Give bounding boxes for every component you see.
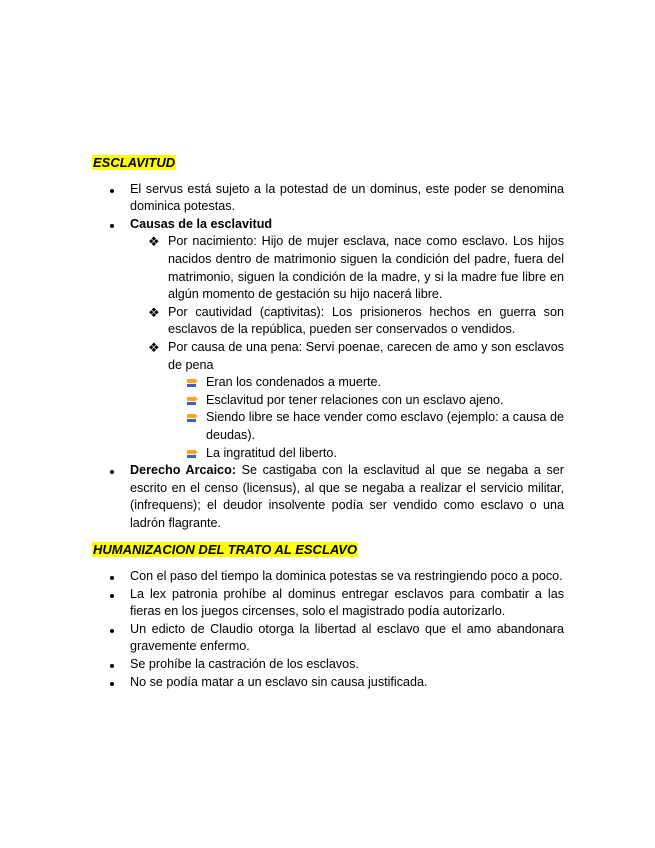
penalty-item (92, 374, 564, 392)
bullet-icon (110, 674, 114, 692)
diamond-bullet-icon: ❖ (148, 234, 160, 250)
list-item (92, 462, 564, 532)
bullet-icon (110, 656, 114, 674)
penalty-item (92, 409, 564, 444)
bullet-icon (110, 216, 114, 234)
cause-item-text: Por nacimiento: Hijo de mujer esclava, nace como esclavo. Los hijos nacidos dentro de matrimonio siguen la condición del padre, fuera del matrimonio, siguen la condición de la madre, y si la madre fue libre en algún momento de gestación su hijo nacerá libre. (168, 234, 564, 302)
cause-item (92, 233, 564, 303)
list-item-bold-label: Causas de la esclavitud (130, 216, 273, 231)
list-item-text: Un edicto de Claudio otorga la libertad al esclavo que el amo abandonara gravemente enfermo. (130, 621, 564, 654)
arrow-bullet-icon (187, 413, 198, 422)
list-item (92, 181, 564, 216)
list-item (92, 656, 564, 674)
list-item-text: Con el paso del tiempo la dominica potestas se va restringiendo poco a poco. (130, 569, 563, 584)
penalty-item-text: Eran los condenados a muerte. (206, 375, 382, 390)
arrow-bullet-icon (187, 396, 198, 405)
list-item-text: Se prohíbe la castración de los esclavos. (130, 657, 359, 672)
list-item (92, 674, 564, 692)
bullet-icon (110, 586, 114, 604)
list-item-bold-label: Derecho Arcaico: (130, 463, 236, 478)
diamond-bullet-icon: ❖ (148, 304, 160, 320)
document-content (92, 154, 564, 691)
bullet-icon (110, 621, 114, 639)
penalty-item-text: Esclavitud por tener relaciones con un esclavo ajeno. (206, 392, 504, 407)
list-item-text: La lex patronia prohíbe al dominus entregar esclavos para combatir a las fieras en los juegos circenses, solo el magistrado podía autorizarlo. (130, 586, 564, 619)
list-item (92, 621, 564, 656)
penalty-item (92, 392, 564, 410)
list-item-text: El servus está sujeto a la potestad de un dominus, este poder se denomina dominica potestas. (130, 181, 564, 214)
list-item-text: No se podía matar a un esclavo sin causa justificada. (130, 674, 428, 689)
list-item (92, 568, 564, 586)
arrow-bullet-icon (187, 378, 198, 387)
bullet-icon (110, 568, 114, 586)
cause-item (92, 339, 564, 374)
diamond-bullet-icon: ❖ (148, 339, 160, 355)
bullet-icon (110, 462, 114, 480)
section-heading-humanizacion: HUMANIZACION DEL TRATO AL ESCLAVO (93, 542, 358, 558)
list-item-text: Se castigaba con la esclavitud al que se negaba a ser escrito en el censo (licensus), al que se negaba a realizar el servicio militar, (infrequens); el deudor insolvente podía ser vendido como esclavo o una ladrón flagrante. (130, 463, 564, 530)
cause-item-text: Por cautividad (captivitas): Los prisioneros hechos en guerra son esclavos de la república, pueden ser conservados o vendidos. (168, 304, 564, 337)
penalty-item-text: La ingratitud del liberto. (206, 445, 337, 460)
penalty-item (92, 445, 564, 463)
bullet-icon (110, 181, 114, 199)
cause-item (92, 304, 564, 339)
list-item (92, 216, 564, 234)
section-heading-esclavitud: ESCLAVITUD (93, 155, 176, 170)
list-item (92, 586, 564, 621)
cause-item-text: Por causa de una pena: Servi poenae, carecen de amo y son esclavos de pena (168, 339, 564, 372)
penalty-item-text: Siendo libre se hace vender como esclavo (ejemplo: a causa de deudas). (206, 410, 564, 442)
arrow-bullet-icon (187, 449, 198, 458)
